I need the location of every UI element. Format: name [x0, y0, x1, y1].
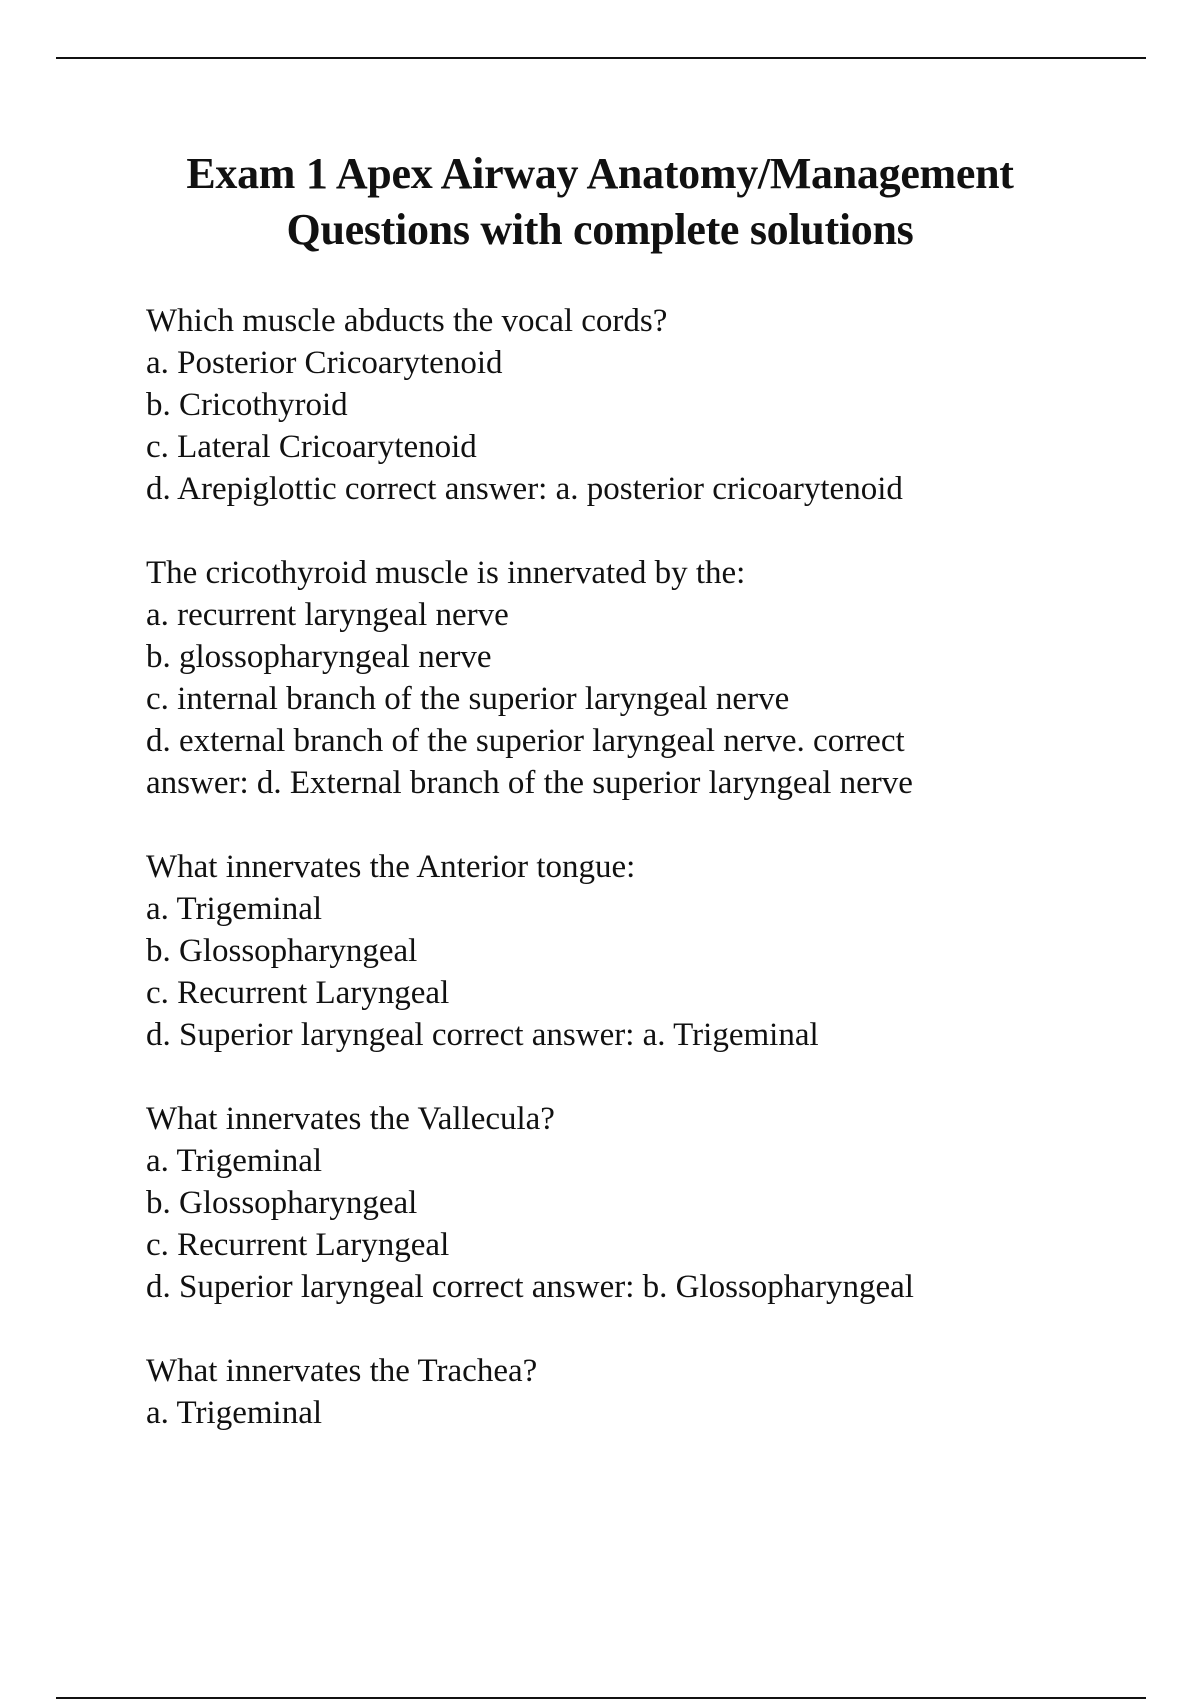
- option-a: a. Posterior Cricoarytenoid: [146, 345, 503, 381]
- option-a: a. recurrent laryngeal nerve: [146, 597, 509, 633]
- option-a: a. Trigeminal: [146, 1143, 323, 1179]
- option-a: a. Trigeminal: [146, 1395, 323, 1431]
- question-1: [146, 300, 1046, 510]
- option-a: a. Trigeminal: [146, 891, 323, 927]
- option-b: b. Glossopharyngeal: [146, 933, 418, 969]
- question-text: What innervates the Anterior tongue:: [146, 849, 636, 885]
- footer-rule: [56, 1697, 1146, 1699]
- question-list: [146, 300, 1046, 1476]
- option-c: c. Recurrent Laryngeal: [146, 1227, 450, 1263]
- option-d-with-answer: d. Arepiglottic correct answer: a. posterior cricoarytenoid: [146, 471, 903, 507]
- title-line-1: Exam 1 Apex Airway Anatomy/Management: [186, 149, 1014, 198]
- option-c: c. internal branch of the superior laryngeal nerve: [146, 681, 790, 717]
- option-b: b. glossopharyngeal nerve: [146, 639, 492, 675]
- header-rule: [56, 57, 1146, 59]
- question-3: [146, 846, 1046, 1056]
- correct-answer: answer: d. External branch of the superior laryngeal nerve: [146, 765, 913, 801]
- option-b: b. Glossopharyngeal: [146, 1185, 418, 1221]
- question-text: Which muscle abducts the vocal cords?: [146, 303, 668, 339]
- option-d: d. external branch of the superior laryngeal nerve. correct: [146, 723, 905, 759]
- title-line-2: Questions with complete solutions: [286, 205, 914, 254]
- option-d-with-answer: d. Superior laryngeal correct answer: b. Glossopharyngeal: [146, 1269, 914, 1305]
- question-text: What innervates the Vallecula?: [146, 1101, 555, 1137]
- question-text: What innervates the Trachea?: [146, 1353, 538, 1389]
- question-2: [146, 552, 1046, 804]
- question-5: [146, 1350, 1046, 1434]
- document-title: [0, 146, 1200, 258]
- question-text: The cricothyroid muscle is innervated by the:: [146, 555, 746, 591]
- question-4: [146, 1098, 1046, 1308]
- option-b: b. Cricothyroid: [146, 387, 348, 423]
- option-c: c. Lateral Cricoarytenoid: [146, 429, 477, 465]
- option-c: c. Recurrent Laryngeal: [146, 975, 450, 1011]
- option-d-with-answer: d. Superior laryngeal correct answer: a. Trigeminal: [146, 1017, 819, 1053]
